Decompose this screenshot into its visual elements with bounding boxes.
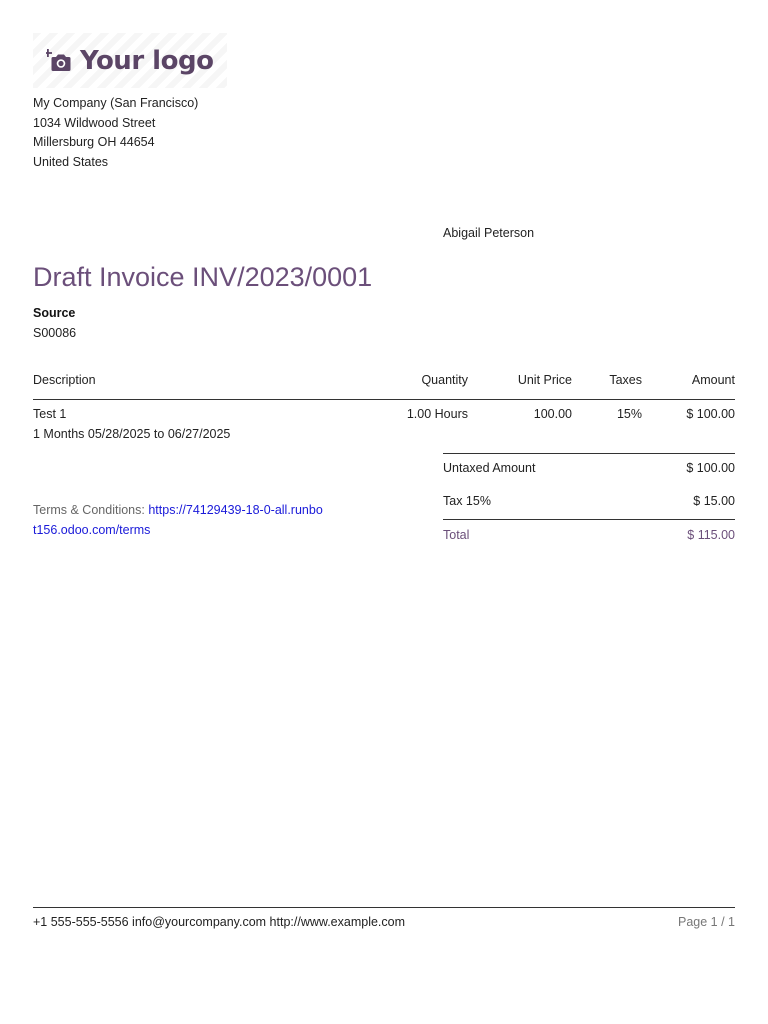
total-value: $ 115.00 [687,528,735,542]
company-city: Millersburg OH 44654 [33,135,155,150]
header-description: Description [33,373,96,387]
source-label: Source [33,306,76,320]
tax-value: $ 15.00 [693,494,735,508]
source-value: S00086 [33,326,77,340]
company-logo [33,33,227,88]
row-description: Test 1 [33,407,67,421]
company-name: My Company (San Francisco) [33,96,199,110]
footer-contact: +1 555-555-5556 info@yourcompany.com http://www.example.com [33,915,406,929]
row-quantity: 1.00 Hours [406,407,468,421]
row-amount: $ 100.00 [686,407,735,421]
company-address [33,94,198,173]
logo-text: Your logo [80,45,214,76]
terms-and-conditions [33,500,323,540]
untaxed-value: $ 100.00 [686,461,735,475]
terms-link[interactable]: https://74129439-18-0-all.runbot156.odoo.com/terms [33,503,323,537]
recipient-name: Abigail Peterson [443,226,535,240]
header-unit-price: Unit Price [517,373,572,387]
page-number: Page 1 / 1 [678,915,735,929]
footer-divider [33,907,735,908]
total-label: Total [443,528,470,542]
totals-top-divider [443,453,735,454]
header-taxes: Taxes [609,373,642,387]
tax-label: Tax 15% [443,494,491,508]
row-taxes: 15% [616,407,642,421]
untaxed-label: Untaxed Amount [443,461,536,475]
row-unit-price: 100.00 [533,407,572,421]
camera-plus-icon [46,48,72,74]
row-detail: 1 Months 05/28/2025 to 06/27/2025 [33,427,231,441]
company-country: United States [33,155,109,170]
invoice-title: Draft Invoice INV/2023/0001 [33,262,373,292]
totals-total-divider [443,519,735,520]
table-header-divider [33,399,735,400]
company-street: 1034 Wildwood Street [33,115,156,130]
header-amount: Amount [691,373,735,387]
terms-label: Terms & Conditions: [33,503,145,517]
header-quantity: Quantity [421,373,468,387]
